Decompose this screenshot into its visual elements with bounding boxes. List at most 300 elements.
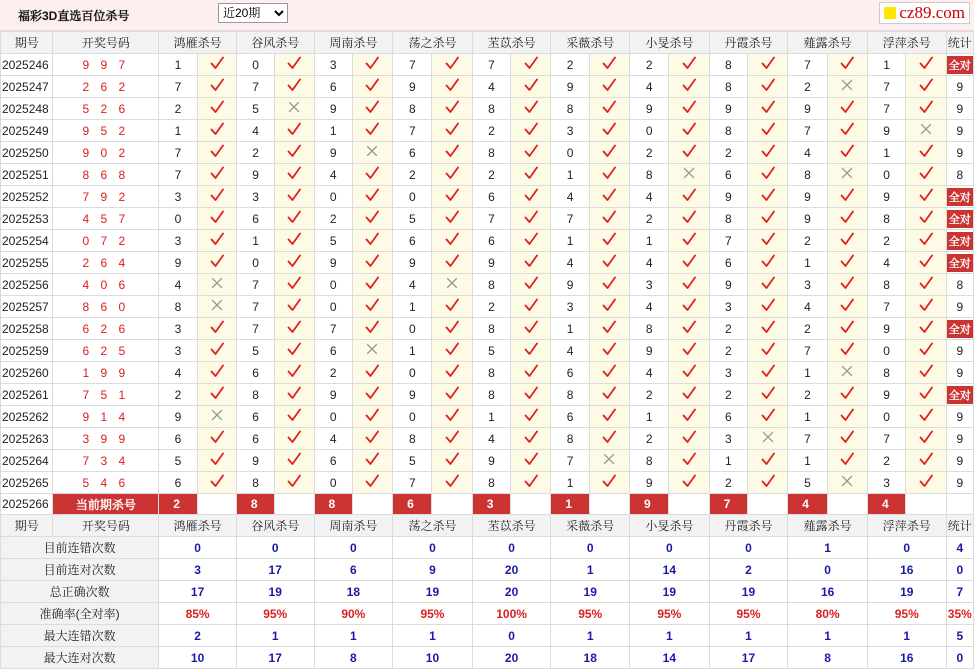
kill-number-cell: 2 [630,208,669,230]
check-icon [524,78,538,92]
kill-number-cell: 9 [630,98,669,120]
kill-number-cell: 2 [709,142,747,164]
check-icon [682,210,696,224]
summary-value: 1 [788,625,868,647]
hit-cell [275,318,314,340]
current-kill-cell: 8 [314,494,352,515]
check-icon [602,144,616,158]
kill-number-cell: 3 [709,362,747,384]
check-icon [445,386,459,400]
check-icon [524,452,538,466]
table-row [1,296,974,318]
kill-number-cell: 0 [393,186,432,208]
check-icon [682,364,696,378]
summary-value: 20 [472,647,551,669]
kill-number-cell: 2 [709,472,747,494]
kill-number-cell: 2 [630,54,669,76]
kill-number-cell: 0 [314,296,352,318]
kill-number-cell: 8 [630,164,669,186]
hit-cell [352,318,392,340]
kill-number-cell: 8 [867,274,905,296]
hit-cell [747,98,787,120]
summary-label: 总正确次数 [1,581,159,603]
kill-number-cell: 2 [788,384,827,406]
draw-number-cell: 5 4 6 [53,472,159,494]
check-icon [919,452,933,466]
hit-cell [747,252,787,274]
check-icon [365,320,379,334]
summary-value: 1 [236,625,314,647]
check-icon [445,100,459,114]
hit-cell [352,362,392,384]
table-row [1,384,974,406]
hit-cell [669,384,709,406]
hit-cell [747,274,787,296]
current-kill-cell: 4 [867,494,905,515]
kill-number-cell: 2 [159,384,197,406]
hit-cell [275,384,314,406]
check-icon [365,408,379,422]
kill-number-cell: 8 [472,318,510,340]
period-cell: 2025262 [1,406,53,428]
kill-number-cell: 6 [159,472,197,494]
hit-cell [589,362,629,384]
kill-number-cell: 4 [867,252,905,274]
hit-cell [511,120,551,142]
summary-value: 6 [314,559,393,581]
check-icon [287,386,301,400]
period-cell: 2025256 [1,274,53,296]
kill-number-cell: 7 [159,76,197,98]
hit-cell [669,362,709,384]
kill-number-cell: 2 [314,362,352,384]
kill-number-cell: 7 [159,142,197,164]
check-icon [210,386,224,400]
summary-row [1,559,974,581]
hit-cell [827,120,867,142]
kill-number-cell: 0 [630,120,669,142]
summary-value: 8 [788,647,868,669]
hit-cell [906,340,946,362]
hit-cell [906,208,946,230]
top-bar [0,0,974,31]
summary-stat: 4 [946,537,973,559]
hit-cell [432,208,472,230]
check-icon [365,56,379,70]
table-row [1,340,974,362]
miss-cell [197,296,236,318]
kill-number-cell: 7 [867,98,905,120]
check-icon [602,276,616,290]
kill-number-cell: 6 [551,362,589,384]
check-icon [524,144,538,158]
check-icon [524,408,538,422]
header-expert: 浮萍杀号 [867,32,946,54]
kill-number-cell: 1 [551,472,589,494]
summary-value: 19 [709,581,788,603]
kill-number-cell: 2 [472,164,510,186]
check-icon [210,474,224,488]
cross-icon [920,123,932,135]
miss-cell [669,164,709,186]
cross-icon [683,167,695,179]
kill-number-cell: 2 [630,428,669,450]
hit-cell [827,340,867,362]
cross-icon [841,79,853,91]
miss-cell [827,164,867,186]
summary-value: 20 [472,559,551,581]
kill-number-cell: 9 [709,186,747,208]
kill-number-cell: 4 [159,274,197,296]
header-draw: 开奖号码 [53,515,159,537]
hit-cell [747,340,787,362]
check-icon [445,342,459,356]
kill-number-cell: 6 [709,164,747,186]
check-icon [919,386,933,400]
check-icon [524,474,538,488]
hit-cell [747,472,787,494]
kill-number-cell: 0 [236,54,274,76]
hit-cell [589,340,629,362]
current-blank-cell [197,494,236,515]
check-icon [682,232,696,246]
stat-cell [946,230,973,252]
period-cell: 2025254 [1,230,53,252]
hit-cell [827,428,867,450]
current-kill-cell: 3 [472,494,510,515]
kill-number-cell: 9 [159,252,197,274]
period-select[interactable] [218,3,288,23]
hit-cell [669,54,709,76]
check-icon [445,452,459,466]
summary-value: 18 [551,647,630,669]
stat-cell: 8 [946,164,973,186]
check-icon [445,364,459,378]
stat-cell: 8 [946,274,973,296]
summary-row [1,647,974,669]
hit-cell [511,164,551,186]
hit-cell [432,450,472,472]
kill-number-cell: 7 [788,340,827,362]
check-icon [524,254,538,268]
kill-number-cell: 6 [472,186,510,208]
current-kill-cell: 1 [551,494,589,515]
hit-cell [906,142,946,164]
cross-icon [211,409,223,421]
brand-logo[interactable] [879,2,970,24]
hit-cell [669,428,709,450]
hit-cell [669,450,709,472]
check-icon [919,276,933,290]
table-row [1,230,974,252]
summary-label: 准确率(全对率) [1,603,159,625]
hit-cell [511,406,551,428]
header-expert: 周南杀号 [314,32,393,54]
check-icon [365,474,379,488]
brand-text: cz89.com [899,3,965,22]
hit-cell [352,274,392,296]
table-row [1,274,974,296]
current-kill-cell: 7 [709,494,747,515]
kill-number-cell: 5 [236,340,274,362]
table-row [1,120,974,142]
kill-number-cell: 3 [630,274,669,296]
kill-number-cell: 1 [788,362,827,384]
summary-value: 1 [551,559,630,581]
kill-number-cell: 4 [630,76,669,98]
kill-number-cell: 1 [393,296,432,318]
check-icon [761,122,775,136]
kill-number-cell: 9 [393,252,432,274]
summary-label: 目前连对次数 [1,559,159,581]
hit-cell [589,428,629,450]
summary-value: 19 [551,581,630,603]
check-icon [210,78,224,92]
check-icon [210,364,224,378]
check-icon [365,232,379,246]
kill-number-cell: 1 [551,164,589,186]
check-icon [445,144,459,158]
check-icon [524,166,538,180]
stat-cell [946,384,973,406]
kill-number-cell: 7 [314,318,352,340]
kill-number-cell: 7 [867,296,905,318]
stat-cell: 9 [946,142,973,164]
kill-number-cell: 1 [472,406,510,428]
hit-cell [906,450,946,472]
check-icon [210,188,224,202]
check-icon [602,474,616,488]
kill-number-cell: 7 [788,428,827,450]
hit-cell [352,406,392,428]
check-icon [919,298,933,312]
check-icon [919,408,933,422]
check-icon [445,320,459,334]
current-label-cell: 当前期杀号 [53,494,159,515]
kill-number-cell: 8 [709,120,747,142]
kill-number-cell: 4 [314,428,352,450]
check-icon [445,430,459,444]
check-icon [445,188,459,202]
check-icon [524,210,538,224]
hit-cell [589,164,629,186]
draw-number-cell: 7 9 2 [53,186,159,208]
hit-cell [352,230,392,252]
kill-number-cell: 4 [236,120,274,142]
check-icon [445,254,459,268]
draw-number-cell: 9 0 2 [53,142,159,164]
stat-cell [946,208,973,230]
hit-cell [197,76,236,98]
kill-number-cell: 5 [393,450,432,472]
check-icon [919,232,933,246]
period-cell: 2025261 [1,384,53,406]
check-icon [445,408,459,422]
current-blank-cell [352,494,392,515]
summary-value: 2 [709,559,788,581]
hit-cell [747,120,787,142]
summary-value: 10 [159,647,237,669]
hit-cell [197,186,236,208]
hit-cell [432,318,472,340]
check-icon [287,430,301,444]
kill-number-cell: 2 [159,98,197,120]
check-icon [602,232,616,246]
kill-number-cell: 9 [314,252,352,274]
hit-cell [432,340,472,362]
check-icon [287,166,301,180]
kill-number-cell: 8 [472,142,510,164]
check-icon [445,122,459,136]
hit-cell [669,76,709,98]
check-icon [210,100,224,114]
cross-icon [446,277,458,289]
kill-number-cell: 9 [551,274,589,296]
check-icon [210,56,224,70]
header-expert: 采薇杀号 [551,515,630,537]
kill-number-cell: 3 [159,318,197,340]
table-row [1,164,974,186]
table-row [1,208,974,230]
check-icon [919,188,933,202]
hit-cell [432,186,472,208]
miss-cell [352,340,392,362]
hit-cell [432,472,472,494]
kill-number-cell: 7 [788,54,827,76]
check-icon [602,122,616,136]
header-expert: 苤苡杀号 [472,515,551,537]
miss-cell [906,120,946,142]
kill-number-cell: 1 [630,230,669,252]
draw-number-cell: 7 3 4 [53,450,159,472]
kill-number-cell: 2 [551,54,589,76]
check-icon [365,364,379,378]
hit-cell [589,54,629,76]
header-expert: 鸿雁杀号 [159,515,237,537]
summary-value: 3 [159,559,237,581]
hit-cell [589,384,629,406]
kill-number-cell: 7 [236,318,274,340]
hit-cell [432,296,472,318]
kill-number-cell: 3 [551,296,589,318]
check-icon [682,100,696,114]
kill-number-cell: 8 [472,472,510,494]
hit-cell [906,296,946,318]
period-cell: 2025264 [1,450,53,472]
summary-row [1,581,974,603]
kill-number-cell: 1 [788,252,827,274]
summary-value: 0 [393,537,473,559]
current-blank-cell [511,494,551,515]
hit-cell [827,98,867,120]
summary-value: 2 [159,625,237,647]
summary-stat: 7 [946,581,973,603]
hit-cell [827,252,867,274]
hit-cell [197,384,236,406]
header-expert: 薤露杀号 [788,515,868,537]
check-icon [524,430,538,444]
check-icon [840,188,854,202]
summary-row [1,603,974,625]
check-icon [287,408,301,422]
kill-number-cell: 3 [236,186,274,208]
hit-cell [827,296,867,318]
table-row [1,186,974,208]
hit-cell [275,406,314,428]
hit-cell [352,296,392,318]
kill-number-cell: 2 [788,230,827,252]
hit-cell [432,98,472,120]
hit-cell [197,450,236,472]
kill-number-cell: 6 [236,406,274,428]
kill-number-cell: 6 [314,76,352,98]
hit-cell [589,472,629,494]
miss-cell [197,274,236,296]
kill-number-cell: 2 [709,340,747,362]
check-icon [210,210,224,224]
table-row [1,54,974,76]
check-icon [524,298,538,312]
table-row [1,472,974,494]
summary-value: 1 [314,625,393,647]
hit-cell [669,120,709,142]
draw-number-cell: 0 7 2 [53,230,159,252]
summary-value: 0 [788,559,868,581]
kill-number-cell: 2 [709,318,747,340]
summary-value: 17 [236,647,314,669]
check-icon [761,78,775,92]
check-icon [840,210,854,224]
kill-number-cell: 8 [393,98,432,120]
kill-number-cell: 6 [709,252,747,274]
hit-cell [197,252,236,274]
miss-cell [197,406,236,428]
check-icon [602,78,616,92]
hit-cell [747,142,787,164]
kill-number-cell: 6 [393,230,432,252]
kill-number-cell: 9 [867,384,905,406]
summary-value: 0 [867,537,946,559]
hit-cell [906,406,946,428]
hit-cell [906,318,946,340]
kill-number-cell: 4 [630,296,669,318]
hit-cell [197,120,236,142]
summary-value: 1 [551,625,630,647]
check-icon [602,320,616,334]
check-icon [365,298,379,312]
kill-number-cell: 0 [867,406,905,428]
kill-number-cell: 6 [236,362,274,384]
check-icon [919,56,933,70]
kill-number-cell: 7 [393,120,432,142]
hit-cell [511,54,551,76]
hit-cell [432,406,472,428]
hit-cell [906,164,946,186]
check-icon [365,78,379,92]
hit-cell [589,120,629,142]
summary-value: 95% [630,603,710,625]
stat-cell: 9 [946,450,973,472]
check-icon [840,452,854,466]
check-icon [524,364,538,378]
check-icon [761,166,775,180]
check-icon [682,276,696,290]
hit-cell [747,296,787,318]
hit-cell [827,54,867,76]
cross-icon [366,343,378,355]
hit-cell [589,98,629,120]
hit-cell [275,296,314,318]
